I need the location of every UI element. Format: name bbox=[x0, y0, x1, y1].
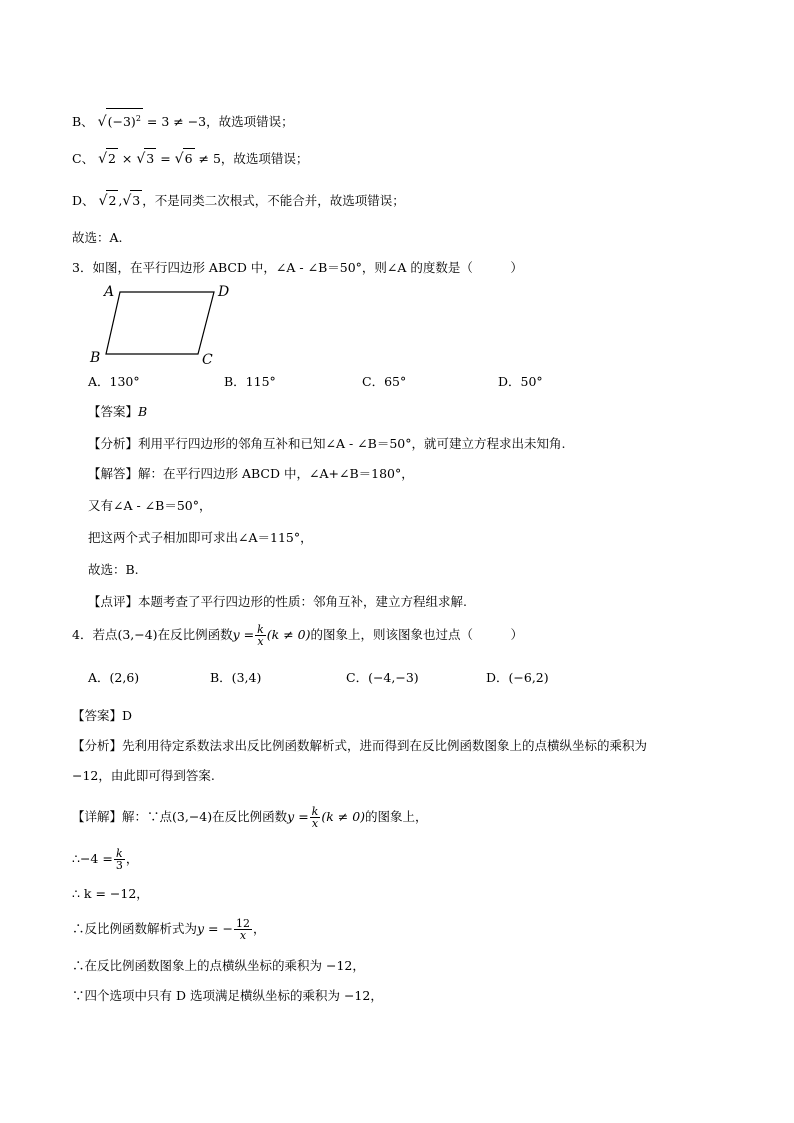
frac-denominator: x bbox=[239, 929, 247, 942]
sqrt-radicand: 6 bbox=[183, 148, 195, 169]
detail-condition: (k ≠ 0) bbox=[321, 809, 366, 824]
frac-denominator: x bbox=[257, 635, 264, 648]
option-d-label: D、 bbox=[72, 193, 95, 208]
q4-step5: ∵四个选项中只有 D 选项满足横纵坐标的乘积为 −12， bbox=[72, 988, 383, 1003]
sqrt-symbol: √ bbox=[98, 193, 108, 209]
q3-analysis bbox=[88, 434, 565, 454]
step1-lhs: −4 = bbox=[79, 851, 113, 866]
q3-stem: 3．如图，在平行四边形 ABCD 中，∠A ‐ ∠B＝50°，则∠A 的度数是（ ） bbox=[72, 260, 523, 275]
vertex-b-label: B bbox=[90, 350, 101, 366]
option-b-line bbox=[72, 108, 294, 132]
q3-option-c: C．65° bbox=[362, 374, 407, 389]
q3-answer bbox=[88, 402, 147, 422]
detail-tag: 【详解】 bbox=[72, 809, 123, 824]
answer-value: D bbox=[122, 708, 133, 723]
q4-stem-b: 在反比例函数 bbox=[157, 627, 233, 642]
answer-tag: 【答案】 bbox=[72, 708, 123, 723]
q4-stem-c: 的图象上，则该图象也过点（ ） bbox=[310, 627, 523, 642]
option-d-tail: ，不是同类二次根式，不能合并，故选项错误； bbox=[142, 193, 405, 208]
q4-option-c: C．(−4,−3) bbox=[346, 670, 419, 685]
vertex-d-label: D bbox=[218, 284, 230, 300]
q4-step2: ∴ k = −12， bbox=[72, 886, 149, 901]
q4-analysis-line2: −12，由此即可得到答案. bbox=[72, 768, 215, 783]
option-c-label: C、 bbox=[72, 151, 95, 166]
q4-answer bbox=[72, 706, 132, 726]
vertex-c-label: C bbox=[202, 352, 213, 368]
q4-step1: ∴−4 = $\frac{k}{3}$ ， bbox=[72, 847, 139, 872]
q4-step4: ∴在反比例函数图象上的点横纵坐标的乘积为 −12， bbox=[72, 958, 365, 973]
q4-stem bbox=[72, 624, 523, 647]
therefore-symbol: ∴ bbox=[72, 851, 80, 866]
q4-condition: (k ≠ 0) bbox=[266, 627, 311, 642]
option-c-tail: ，故选项错误； bbox=[220, 151, 309, 166]
q3-solution-line3: 把这两个式子相加即可求出∠A＝115°， bbox=[88, 530, 313, 545]
sqrt-symbol: √ bbox=[97, 114, 107, 131]
detail-point: (3,−4) bbox=[172, 809, 213, 824]
q4-option-b: B．(3,4) bbox=[210, 670, 262, 685]
detail-fraction bbox=[310, 806, 321, 829]
q4-func-y: y = bbox=[232, 627, 255, 642]
comment-text: 本题考查了平行四边形的性质：邻角互补，建立方程组求解. bbox=[138, 594, 467, 609]
q3-option-b: B．115° bbox=[224, 374, 276, 389]
solution-text: 解：在平行四边形 ABCD 中，∠A+∠B＝180°， bbox=[138, 466, 414, 481]
option-c-line: C、 √2 × √3 = √6 ≠ 5，故选项错误； bbox=[72, 148, 308, 169]
q4-stem-a: 4．若点 bbox=[72, 627, 118, 642]
step1-fraction bbox=[114, 848, 125, 871]
q4-option-a: A．(2,6) bbox=[88, 670, 140, 685]
parallelogram-shape bbox=[106, 292, 214, 354]
frac-denominator: x bbox=[311, 817, 319, 830]
parallelogram-figure bbox=[86, 280, 246, 370]
q4-point: (3,−4) bbox=[117, 627, 158, 642]
sqrt-radicand: $(-3)^2$ bbox=[106, 108, 143, 132]
sqrt-radicand: 3 bbox=[130, 190, 142, 211]
comment-tag: 【点评】 bbox=[88, 594, 139, 609]
q4-step3: ∴反比例函数解析式为y = − $\frac{12}{x}$ ， bbox=[72, 917, 266, 942]
option-b-tail: ，故选项错误； bbox=[206, 114, 294, 130]
detail-text-a: 解：∵点 bbox=[122, 809, 173, 824]
q4-analysis bbox=[72, 736, 647, 756]
detail-func-y: y = bbox=[287, 809, 309, 824]
sqrt-symbol: √ bbox=[98, 151, 107, 167]
analysis-text: 先利用待定系数法求出反比例函数解析式，进而得到在反比例函数图象上的点横纵坐标的乘积为 bbox=[122, 738, 648, 753]
detail-text-c: 的图象上， bbox=[365, 809, 428, 824]
q3-option-d: D．50° bbox=[498, 374, 543, 389]
q4-detail bbox=[72, 806, 428, 829]
frac-numerator: 12 bbox=[235, 917, 250, 930]
choose-a: 故选：A. bbox=[72, 230, 123, 245]
analysis-tag: 【分析】 bbox=[72, 738, 123, 753]
option-b-expr: = 3 ≠ −3 bbox=[142, 114, 207, 130]
frac-numerator: k bbox=[257, 623, 264, 636]
vertex-a-label: A bbox=[104, 284, 115, 300]
q3-solution-line2: 又有∠A ‐ ∠B＝50°， bbox=[88, 498, 212, 513]
sqrt-symbol: √ bbox=[136, 151, 146, 167]
sqrt-radicand: 2 bbox=[106, 148, 118, 169]
step3-text: ∴反比例函数解析式为 bbox=[72, 921, 198, 936]
q3-option-a: A．130° bbox=[88, 374, 140, 389]
sqrt-radicand: 2 bbox=[106, 190, 118, 211]
answer-value: B bbox=[138, 404, 148, 419]
step3-fraction bbox=[234, 918, 252, 941]
q3-comment bbox=[88, 592, 467, 612]
sqrt-symbol: √ bbox=[174, 151, 184, 167]
frac-numerator: k bbox=[114, 848, 125, 860]
frac-denominator: 3 bbox=[115, 859, 123, 872]
option-b-label: B、 bbox=[72, 114, 94, 130]
answer-tag: 【答案】 bbox=[88, 404, 139, 419]
analysis-text: 利用平行四边形的邻角互补和已知∠A ‐ ∠B＝50°，就可建立方程求出未知角. bbox=[138, 436, 566, 451]
analysis-tag: 【分析】 bbox=[88, 436, 139, 451]
solution-tag: 【解答】 bbox=[88, 466, 139, 481]
step3-y: y = − bbox=[197, 921, 233, 936]
q4-fraction bbox=[255, 624, 266, 647]
option-d-line: D、 √2 ,√3 ，不是同类二次根式，不能合并，故选项错误； bbox=[72, 190, 405, 211]
q3-solution-line4: 故选：B. bbox=[88, 562, 139, 577]
q4-option-d: D．(−6,2) bbox=[486, 670, 549, 685]
detail-text-b: 在反比例函数 bbox=[212, 809, 288, 824]
q3-solution bbox=[88, 464, 414, 484]
frac-numerator: k bbox=[311, 805, 319, 818]
option-c-expr: ≠ 5 bbox=[194, 151, 221, 166]
sqrt-radicand: 3 bbox=[144, 148, 156, 169]
sqrt-symbol: √ bbox=[122, 193, 132, 209]
